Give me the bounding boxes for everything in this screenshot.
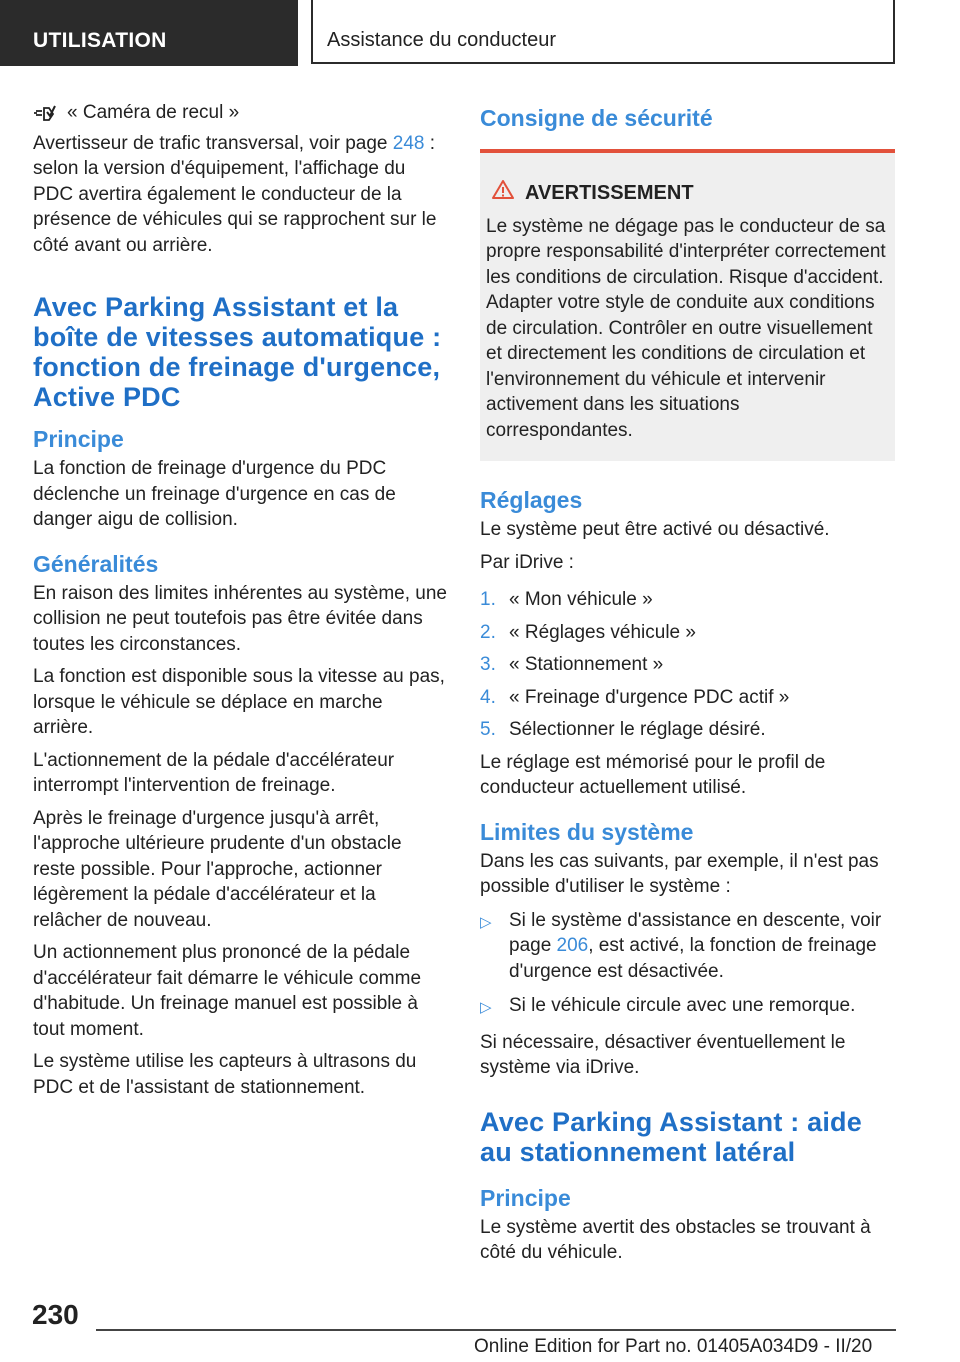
list-item — [480, 717, 895, 743]
warning-title — [491, 179, 889, 208]
step-text: « Mon véhicule » — [509, 589, 653, 610]
heading-principe: Principe — [33, 426, 124, 452]
camera-item-label: « Caméra de recul » — [67, 102, 240, 123]
limites-list — [480, 908, 895, 1021]
list-item — [480, 620, 895, 646]
step-text: Sélectionner le réglage désiré. — [509, 719, 766, 740]
edition-note: Online Edition for Part no. 01405A034D9 - II/20 — [474, 1336, 873, 1357]
generalites-paragraph: La fonction est disponible sous la vitesse au pas, lorsque le véhicule se déplace en marche arrière. — [33, 666, 445, 738]
cross-traffic-text: Avertisseur de trafic transversal, voir page — [33, 132, 393, 154]
limites-note: Si nécessaire, désactiver éventuellement le système via iDrive. — [480, 1031, 846, 1078]
list-item — [480, 993, 895, 1021]
triangle-bullet-icon: ▷ — [480, 913, 492, 931]
reglages-intro: Le système peut être activé ou désactivé. — [480, 519, 830, 540]
list-item — [480, 587, 895, 613]
cross-traffic-text-end: : selon la version d'équipement, l'affichage du PDC avertira également le conducteur de la présence de véhicules qui se rapprochent sur le côté avant ou arrière. — [33, 132, 437, 256]
chapter-title[interactable]: Assistance du conducteur — [311, 0, 895, 64]
bullet-text: Si le véhicule circule avec une remorque. — [509, 995, 856, 1016]
reglages-note: Le réglage est mémorisé pour le profil de conducteur actuellement utilisé. — [480, 751, 826, 798]
step-number: 2. — [480, 621, 496, 643]
triangle-bullet-icon: ▷ — [480, 999, 492, 1016]
page-number: 230 — [32, 1299, 79, 1330]
step-text: « Réglages véhicule » — [509, 621, 696, 643]
left-column — [33, 100, 448, 1107]
idrive-label: Par iDrive : — [480, 551, 574, 573]
step-number: 3. — [480, 654, 496, 675]
list-item — [480, 652, 895, 678]
principe-text: La fonction de freinage d'urgence du PDC déclenche un freinage d'urgence en cas de danger aigu de collision. — [33, 458, 396, 530]
step-text: « Stationnement » — [509, 654, 664, 675]
limites-intro: Dans les cas suivants, par exemple, il n'est pas possible d'utiliser le système : — [480, 850, 879, 897]
step-text: « Freinage d'urgence PDC actif » — [509, 686, 790, 708]
list-item — [480, 685, 895, 711]
warning-text: Le système ne dégage pas le conducteur de sa propre responsabilité d'interpréter correctement les conditions de circulation. Risque d'accident. Adapter votre style de conduite aux conditions de circulation. Contrôler en outre visuellement et directement les conditions de circulation et l'environnement du véhicule et intervenir activement dans les situations correspondantes. — [486, 215, 886, 441]
step-number: 4. — [480, 686, 496, 708]
generalites-paragraph: Le système utilise les capteurs à ultrasons du PDC et de l'assistant de stationnement. — [33, 1051, 417, 1098]
heading-emergency-braking: Avec Parking Assistant et la boîte de vitesses automatique : fonction de freinage d'urgence, Active PDC — [33, 292, 442, 412]
page-header — [0, 0, 960, 66]
heading-principe: Principe — [480, 1184, 571, 1211]
generalites-paragraph: En raison des limites inhérentes au système, une collision ne peut toutefois pas être évitée dans toutes les circonstances. — [33, 582, 447, 655]
step-number: 1. — [480, 589, 496, 610]
bullet-text-end: , est activé, la fonction de freinage d'urgence est désactivée. — [509, 935, 877, 982]
bullet-text-start: Si le système d'assistance en descente, voir page — [509, 909, 882, 956]
rear-camera-icon — [33, 104, 57, 122]
warning-title-text: AVERTISSEMENT — [525, 181, 694, 204]
page-link-206[interactable]: 206 — [556, 935, 589, 956]
heading-limites: Limites du système — [480, 818, 694, 845]
principe2-text: Le système avertit des obstacles se trouvant à côté du véhicule. — [480, 1216, 871, 1263]
camera-item — [33, 100, 448, 126]
idrive-steps — [480, 587, 895, 743]
generalites-paragraph: L'actionnement de la pédale d'accélérateur interrompt l'intervention de freinage. — [33, 749, 395, 796]
bullet-text — [509, 908, 895, 985]
list-item — [480, 908, 895, 985]
step-number: 5. — [480, 719, 496, 740]
heading-generalites: Généralités — [33, 550, 159, 577]
heading-reglages: Réglages — [480, 487, 583, 513]
footer-divider — [96, 1329, 896, 1331]
heading-lateral-parking: Avec Parking Assistant : aide au stationnement latéral — [480, 1106, 862, 1167]
heading-consigne: Consigne de sécurité — [480, 105, 713, 131]
warning-triangle-icon — [491, 179, 515, 208]
generalites-paragraph: Après le freinage d'urgence jusqu'à arrêt, l'approche ultérieure prudente d'un obstacle reste possible. Pour l'approche, actionner légèrement la pédale d'accélérateur et la relâcher de nouveau. — [33, 807, 402, 931]
cross-traffic-paragraph — [33, 131, 448, 259]
generalites-paragraph: Un actionnement plus prononcé de la pédale d'accélérateur fait démarre le véhicule comme d'habitude. Un freinage manuel est possible à tout moment. — [33, 942, 422, 1040]
page-link-248[interactable]: 248 — [392, 132, 425, 154]
right-column — [480, 100, 895, 1273]
section-tab[interactable]: UTILISATION — [0, 0, 298, 66]
warning-box — [480, 149, 895, 461]
